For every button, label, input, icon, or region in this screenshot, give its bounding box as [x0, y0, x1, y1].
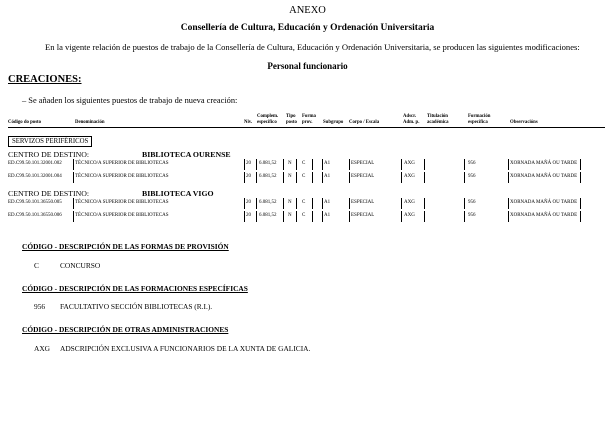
header-nivel: Niv. — [244, 120, 253, 125]
header-denominacion: Denominación — [75, 120, 105, 125]
header-adscr-2: Adm. p. — [403, 120, 420, 125]
legend-desc-formacion: FACULTATIVO SECCIÓN BIBLIOTECAS (R.I.). — [60, 302, 213, 311]
cell-denominacion: TÉCNICO/A SUPERIOR DE BIBLIOTECAS — [75, 174, 169, 179]
cell-tipo: N — [288, 174, 292, 179]
cell-adscr: AXG — [404, 161, 415, 166]
cell-codigo: ED.C99.50.101.32001.002 — [8, 161, 62, 166]
centro-destino-name: BIBLIOTECA OURENSE — [142, 150, 231, 159]
cell-codigo: ED.C99.50.101.32001.004 — [8, 174, 62, 179]
legend-code-provision: C — [34, 261, 39, 270]
department-title: Consellería de Cultura, Educación y Ordenación Universitaria — [180, 23, 435, 33]
cell-cuerpo: ESPECIAL — [351, 174, 375, 179]
table-row — [8, 171, 605, 184]
cell-adscr: AXG — [404, 174, 415, 179]
cell-forma: C — [302, 174, 306, 179]
header-adscr-1: Adscr. — [403, 114, 417, 119]
cell-denominacion: TÉCNICO/A SUPERIOR DE BIBLIOTECAS — [75, 213, 169, 218]
cell-nivel: 20 — [246, 200, 251, 205]
cell-complemento: 6.081,52 — [259, 213, 277, 218]
cell-codigo: ED.C99.50.101.36550.005 — [8, 200, 62, 205]
header-complemento-1: Complem. — [257, 114, 279, 119]
cell-cuerpo: ESPECIAL — [351, 161, 375, 166]
cell-cuerpo: ESPECIAL — [351, 200, 375, 205]
cell-nivel: 20 — [246, 174, 251, 179]
cell-codigo: ED.C99.50.101.36550.006 — [8, 213, 62, 218]
cell-cuerpo: ESPECIAL — [351, 213, 375, 218]
cell-tipo: N — [288, 213, 292, 218]
cell-observaciones: XORNADA MAÑÁ OU TARDE — [510, 213, 578, 218]
cell-adscr: AXG — [404, 200, 415, 205]
cell-formacion: 956 — [468, 174, 476, 179]
cell-tipo: N — [288, 200, 292, 205]
header-rule — [8, 127, 605, 128]
header-titulacion-1: Titulación — [427, 114, 448, 119]
header-codigo: Código do posto — [8, 120, 42, 125]
cell-subgrupo: A1 — [324, 213, 331, 218]
cell-nivel: 20 — [246, 161, 251, 166]
cell-tipo: N — [288, 161, 292, 166]
cell-adscr: AXG — [404, 213, 415, 218]
cell-complemento: 6.081,52 — [259, 174, 277, 179]
cell-nivel: 20 — [246, 213, 251, 218]
cell-forma: C — [302, 213, 306, 218]
cell-formacion: 956 — [468, 213, 476, 218]
cell-complemento: 6.081,52 — [259, 200, 277, 205]
cell-denominacion: TÉCNICO/A SUPERIOR DE BIBLIOTECAS — [75, 200, 169, 205]
header-titulacion-2: académica — [427, 120, 449, 125]
header-formacion-1: Formación — [468, 114, 491, 119]
cell-subgrupo: A1 — [324, 161, 331, 166]
header-observaciones: Observacións — [510, 120, 538, 125]
legend-desc-administraciones: ADSCRIPCIÓN EXCLUSIVA A FUNCIONARIOS DE LA XUNTA DE GALICIA. — [60, 344, 311, 353]
header-formacion-2: específica — [468, 120, 488, 125]
creaciones-heading: CREACIONES: — [8, 74, 82, 85]
table-row — [8, 158, 605, 171]
legend-heading-administraciones: CÓDIGO - DESCRIPCIÓN DE OTRAS ADMINISTRACIONES — [22, 325, 229, 334]
creation-note: – Se añaden los siguientes puestos de trabajo de nueva creación: — [22, 96, 238, 105]
cell-subgrupo: A1 — [324, 200, 331, 205]
cell-forma: C — [302, 161, 306, 166]
cell-subgrupo: A1 — [324, 174, 331, 179]
header-forma-1: Forma — [302, 114, 316, 119]
cell-observaciones: XORNADA MAÑÁ OU TARDE — [510, 200, 578, 205]
cell-denominacion: TÉCNICO/A SUPERIOR DE BIBLIOTECAS — [75, 161, 169, 166]
table-row — [8, 210, 605, 223]
legend-heading-provision: CÓDIGO - DESCRIPCIÓN DE LAS FORMAS DE PROVISIÓN — [22, 242, 229, 251]
cell-complemento: 6.081,52 — [259, 161, 277, 166]
cell-formacion: 956 — [468, 161, 476, 166]
legend-code-administraciones: AXG — [34, 344, 51, 353]
intro-paragraph: En la vigente relación de puestos de trabajo de la Consellería de Cultura, Educación y Ordenación Universitaria, se producen las siguientes modificaciones: — [45, 42, 580, 52]
header-forma-2: prov. — [302, 120, 313, 125]
cell-observaciones: XORNADA MAÑÁ OU TARDE — [510, 161, 578, 166]
cell-forma: C — [302, 200, 306, 205]
centro-destino-label: CENTRO DE DESTINO: — [8, 189, 89, 198]
annex-title: ANEXO — [289, 5, 326, 16]
cell-observaciones: XORNADA MAÑÁ OU TARDE — [510, 174, 578, 179]
header-subgrupo: Subgrupo — [323, 120, 344, 125]
header-complemento-2: específico — [257, 120, 277, 125]
header-cuerpo: Corpo / Escala — [349, 120, 380, 125]
header-tipo-1: Tipo — [286, 114, 296, 119]
cell-formacion: 956 — [468, 200, 476, 205]
legend-code-formacion: 956 — [34, 302, 46, 311]
header-tipo-2: posto — [286, 120, 297, 125]
legend-heading-formacion: CÓDIGO - DESCRIPCIÓN DE LAS FORMACIONES ESPECÍFICAS — [22, 284, 248, 293]
servizos-perifericos-box: SERVIZOS PERIFÉRICOS — [8, 136, 92, 147]
table-row — [8, 197, 605, 210]
centro-destino-name: BIBLIOTECA VIGO — [142, 189, 214, 198]
centro-destino-label: CENTRO DE DESTINO: — [8, 150, 89, 159]
legend-desc-provision: CONCURSO — [60, 261, 101, 270]
personal-heading: Personal funcionario — [267, 61, 348, 71]
